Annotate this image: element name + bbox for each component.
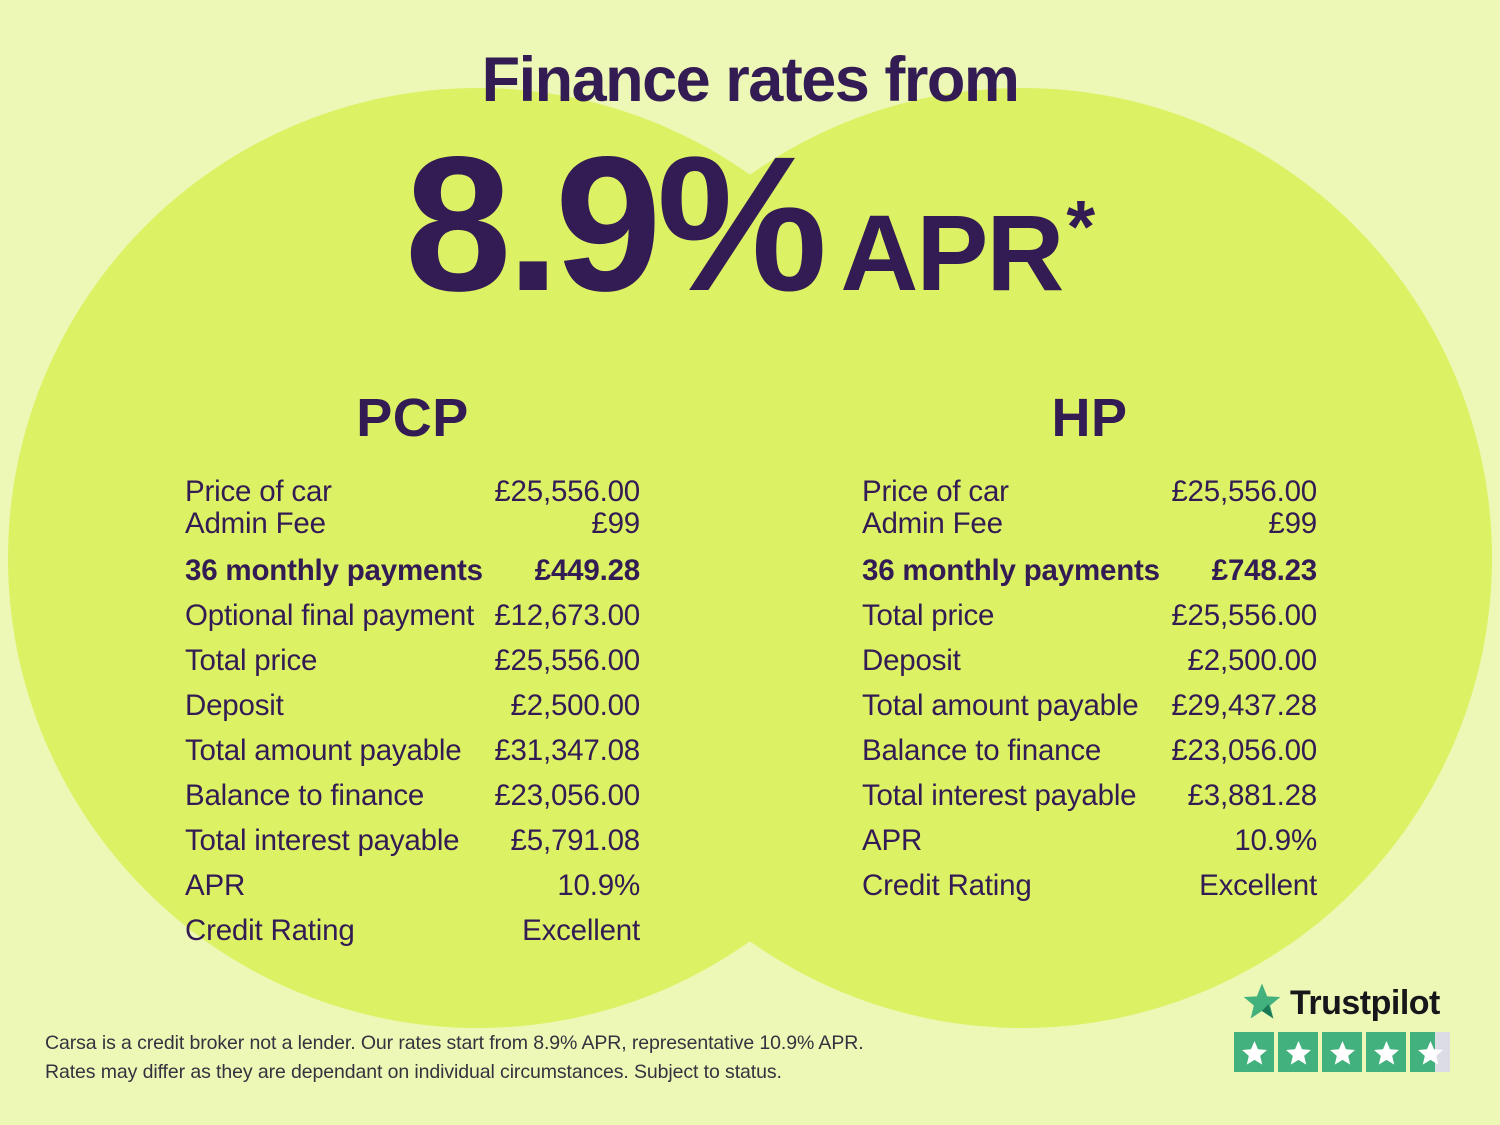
page-title: Finance rates from bbox=[481, 45, 1019, 115]
table-row bbox=[862, 728, 1317, 773]
row-value: £748.23 bbox=[1211, 553, 1317, 587]
pcp-table bbox=[185, 476, 640, 953]
table-row bbox=[862, 773, 1317, 818]
row-label: 36 monthly payments bbox=[862, 553, 1160, 587]
row-label: Total amount payable bbox=[185, 733, 462, 767]
table-row bbox=[862, 863, 1317, 908]
row-value: £5,791.08 bbox=[510, 823, 640, 857]
table-row bbox=[862, 593, 1317, 638]
table-row bbox=[185, 683, 640, 728]
table-row bbox=[862, 683, 1317, 728]
row-value: £2,500.00 bbox=[510, 688, 640, 722]
row-value: Excellent bbox=[1199, 868, 1317, 902]
row-label: Admin Fee bbox=[862, 507, 1003, 540]
row-value: £31,347.08 bbox=[494, 733, 640, 767]
row-label: Balance to finance bbox=[862, 733, 1102, 767]
row-label: APR bbox=[185, 868, 246, 902]
row-value: Excellent bbox=[522, 913, 640, 947]
table-row bbox=[862, 508, 1317, 540]
table-row bbox=[185, 818, 640, 863]
row-label: Total interest payable bbox=[185, 823, 460, 857]
table-row bbox=[185, 548, 640, 593]
headline-rate-group bbox=[0, 116, 1500, 331]
footnote-asterisk: * bbox=[1066, 185, 1096, 268]
trustpilot-rating-stars bbox=[1234, 1032, 1450, 1072]
row-value: £25,556.00 bbox=[494, 475, 640, 508]
table-row bbox=[185, 728, 640, 773]
table-row bbox=[862, 548, 1317, 593]
row-value: £2,500.00 bbox=[1187, 643, 1317, 677]
row-label: Total price bbox=[862, 598, 995, 632]
row-label: Price of car bbox=[862, 475, 1009, 508]
row-label: 36 monthly payments bbox=[185, 553, 483, 587]
trustpilot-logo-star-icon bbox=[1242, 981, 1282, 1021]
row-label: Total interest payable bbox=[862, 778, 1137, 812]
table-row bbox=[185, 476, 640, 508]
row-value: £25,556.00 bbox=[1171, 598, 1317, 632]
row-label: Price of car bbox=[185, 475, 332, 508]
table-row bbox=[185, 773, 640, 818]
rating-star-half-icon bbox=[1410, 1032, 1450, 1072]
legal-disclaimer bbox=[45, 1029, 864, 1086]
row-value: £29,437.28 bbox=[1171, 688, 1317, 722]
row-label: Total price bbox=[185, 643, 318, 677]
disclaimer-line-2: Rates may differ as they are dependant on individual circumstances. Subject to status. bbox=[45, 1060, 782, 1083]
row-value: £99 bbox=[1268, 507, 1317, 540]
row-label: APR bbox=[862, 823, 923, 857]
row-value: 10.9% bbox=[557, 868, 640, 902]
row-value: £23,056.00 bbox=[494, 778, 640, 812]
table-row bbox=[185, 508, 640, 540]
row-value: 10.9% bbox=[1234, 823, 1317, 857]
row-value: £12,673.00 bbox=[494, 598, 640, 632]
disclaimer-line-1: Carsa is a credit broker not a lender. Our rates start from 8.9% APR, representative 10.9% APR. bbox=[45, 1032, 864, 1054]
table-row bbox=[185, 908, 640, 953]
row-label: Credit Rating bbox=[862, 868, 1032, 902]
table-row bbox=[185, 593, 640, 638]
trustpilot-wordmark: Trustpilot bbox=[1290, 984, 1440, 1022]
row-label: Deposit bbox=[185, 688, 284, 722]
table-row bbox=[185, 638, 640, 683]
table-row bbox=[185, 863, 640, 908]
rating-star-icon bbox=[1366, 1032, 1406, 1072]
row-value: £23,056.00 bbox=[1171, 733, 1317, 767]
table-row bbox=[862, 638, 1317, 683]
row-value: £449.28 bbox=[534, 553, 640, 587]
hp-heading: HP bbox=[1051, 388, 1128, 448]
rating-star-icon bbox=[1322, 1032, 1362, 1072]
row-value: £3,881.28 bbox=[1187, 778, 1317, 812]
row-label: Balance to finance bbox=[185, 778, 425, 812]
row-label: Admin Fee bbox=[185, 507, 326, 540]
row-label: Credit Rating bbox=[185, 913, 355, 947]
hp-table bbox=[862, 476, 1317, 908]
rating-star-icon bbox=[1234, 1032, 1274, 1072]
table-row bbox=[862, 476, 1317, 508]
row-label: Total amount payable bbox=[862, 688, 1139, 722]
row-label: Deposit bbox=[862, 643, 961, 677]
pcp-heading: PCP bbox=[356, 388, 469, 448]
rating-star-icon bbox=[1278, 1032, 1318, 1072]
row-value: £25,556.00 bbox=[494, 643, 640, 677]
row-label: Optional final payment bbox=[185, 598, 475, 632]
table-row bbox=[862, 818, 1317, 863]
row-value: £25,556.00 bbox=[1171, 475, 1317, 508]
headline-apr-label: APR bbox=[840, 192, 1063, 313]
headline-rate: 8.9% bbox=[404, 116, 823, 331]
row-value: £99 bbox=[591, 507, 640, 540]
